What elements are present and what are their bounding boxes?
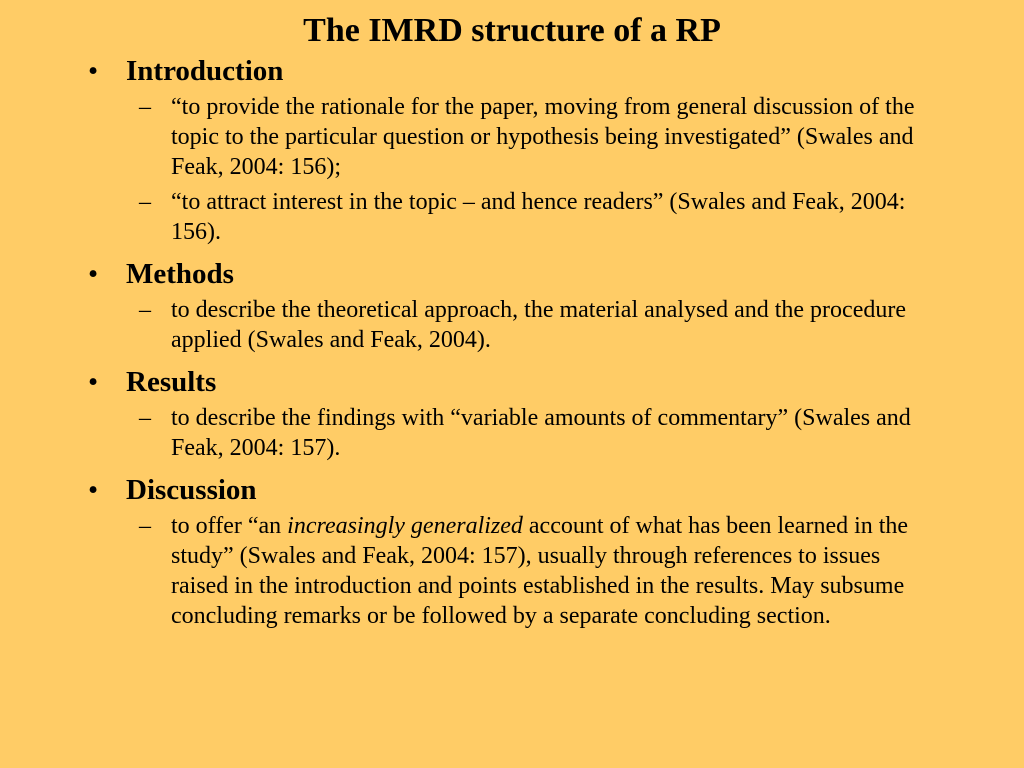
sub-item-text: to describe the findings with “variable amounts of commentary” (Swales and Feak, 2004: 157). <box>171 405 911 461</box>
sub-item <box>88 511 938 631</box>
sub-item <box>88 92 938 182</box>
sub-item-text: “to attract interest in the topic – and hence readers” (Swales and Feak, 2004: 156). <box>171 189 906 245</box>
section-discussion <box>88 471 938 631</box>
section-results <box>88 363 938 463</box>
sub-item-text-post: account of what has been learned in the study” (Swales and Feak, 2004: 157), usually through references to issues raised in the introduction and points established in the results. May subsume concluding remarks or be followed by a separate concluding section. <box>171 513 909 629</box>
dash-icon: – <box>139 405 151 431</box>
bullet-methods <box>88 255 938 293</box>
sub-item-text-pre: to offer “an <box>171 513 288 539</box>
bullet-results <box>88 363 938 401</box>
sub-item <box>88 295 938 355</box>
bullet-icon: • <box>88 474 99 506</box>
sub-item-text: to describe the theoretical approach, the material analysed and the procedure applied (Swales and Feak, 2004). <box>171 297 906 353</box>
dash-icon: – <box>139 189 151 215</box>
dash-icon: – <box>139 513 151 539</box>
section-heading: Introduction <box>126 55 284 87</box>
section-heading: Methods <box>126 258 234 290</box>
sub-list <box>88 92 938 247</box>
sub-item <box>88 403 938 463</box>
section-methods <box>88 255 938 355</box>
sub-item-text <box>171 513 908 629</box>
bullet-icon: • <box>88 366 99 398</box>
dash-icon: – <box>139 297 151 323</box>
sub-item <box>88 187 938 247</box>
bullet-icon: • <box>88 258 99 290</box>
sub-list <box>88 295 938 355</box>
bullet-icon: • <box>88 55 99 87</box>
bullet-introduction <box>88 52 938 90</box>
sub-item-text: “to provide the rationale for the paper, moving from general discussion of the topic to the particular question or hypothesis being investigated” (Swales and Feak, 2004: 156); <box>171 94 915 180</box>
sub-list <box>88 403 938 463</box>
sub-item-text-emphasis: increasingly generalized <box>287 513 523 539</box>
section-heading: Discussion <box>126 474 257 506</box>
slide-content <box>88 52 938 639</box>
bullet-discussion <box>88 471 938 509</box>
slide-title: The IMRD structure of a RP <box>303 12 721 49</box>
sub-list <box>88 511 938 631</box>
section-introduction <box>88 52 938 247</box>
dash-icon: – <box>139 94 151 120</box>
section-heading: Results <box>126 366 217 398</box>
